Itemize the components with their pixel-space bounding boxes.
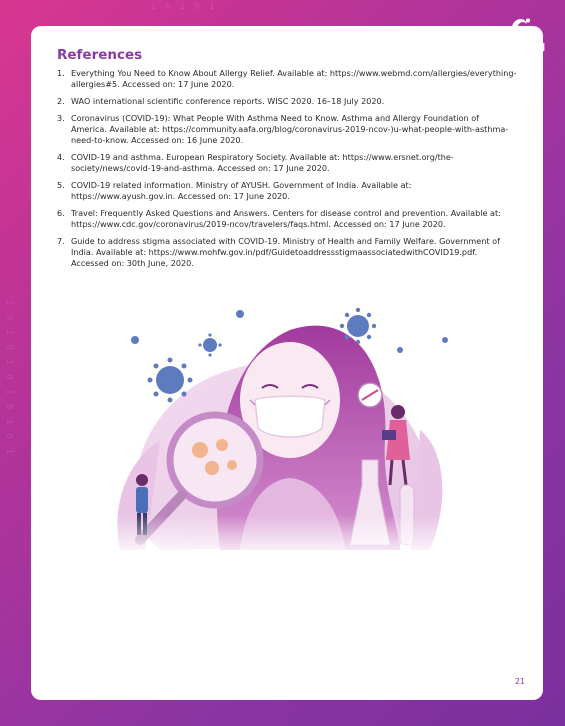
reference-text: COVID-19 related information. Ministry of AYUSH. Government of India. Available at: https://www.ayush.gov.in. Accessed on: 17 June 2020.	[71, 180, 412, 201]
virus-icon	[148, 358, 193, 403]
background-pattern: 1 0 1 0 1 0 1 0 1 0 1	[4, 300, 14, 456]
reference-text: Guide to address stigma associated with COVID-19. Ministry of Health and Family Welfare. Government of India. Available at: https://www.mohfw.gov.in/pdf/GuidetoaddressstigmaassociatedwithCOVID19.pdf. Accessed on: 30th June, 2020.	[71, 236, 500, 268]
sanofi-logo	[491, 17, 551, 54]
reference-item	[57, 208, 517, 230]
reference-item	[57, 113, 517, 146]
section-title: References	[57, 47, 143, 63]
virus-icon	[198, 333, 221, 356]
reference-item	[57, 236, 517, 269]
background-pattern: 1 0 1 0 1	[150, 2, 217, 12]
reference-item	[57, 152, 517, 174]
reference-item	[57, 180, 517, 202]
bottom-fade	[100, 515, 475, 560]
references-list	[57, 68, 517, 275]
reference-number: 5.	[57, 180, 65, 190]
reference-number: 7.	[57, 236, 65, 246]
small-man-head	[136, 474, 148, 486]
reference-number: 6.	[57, 208, 65, 218]
reference-number: 1.	[57, 68, 65, 78]
page-number: 21	[514, 677, 525, 686]
small-woman-head	[391, 405, 405, 419]
sanofi-bird-icon	[507, 17, 535, 39]
tablet	[382, 430, 396, 440]
brand-name: SANOFI	[496, 41, 546, 54]
reference-text: WAO international scientific conference reports. WISC 2020. 16–18 July 2020.	[71, 96, 385, 106]
reference-text: COVID-19 and asthma. European Respiratory Society. Available at: https://www.ersnet.org/the-society/news/covid-19-and-asthma. Accessed on: 17 June 2020.	[71, 152, 454, 173]
reference-number: 3.	[57, 113, 65, 123]
face-mask	[255, 396, 325, 437]
reference-item	[57, 68, 517, 90]
masked-woman-virus-illustration	[100, 300, 475, 560]
reference-text: Coronavirus (COVID-19): What People With Asthma Need to Know. Asthma and Allergy Foundation of America. Available at: https://community.aafa.org/blog/coronavirus-2019-ncov-)u-what-people-with-asthma-need-to-know. Accessed on: 16 June 2020.	[71, 113, 509, 145]
reference-item	[57, 96, 517, 107]
reference-number: 4.	[57, 152, 65, 162]
reference-text: Travel: Frequently Asked Questions and Answers. Centers for disease control and prevention. Available at: https://www.cdc.gov/coronavirus/2019-ncov/travelers/faqs.html. Accessed on: 17 June 2020.	[71, 208, 501, 229]
reference-text: Everything You Need to Know About Allergy Relief. Available at: https://www.webmd.com/allergies/everything-allergies#5. Accessed on: 17 June 2020.	[71, 68, 517, 89]
reference-number: 2.	[57, 96, 65, 106]
